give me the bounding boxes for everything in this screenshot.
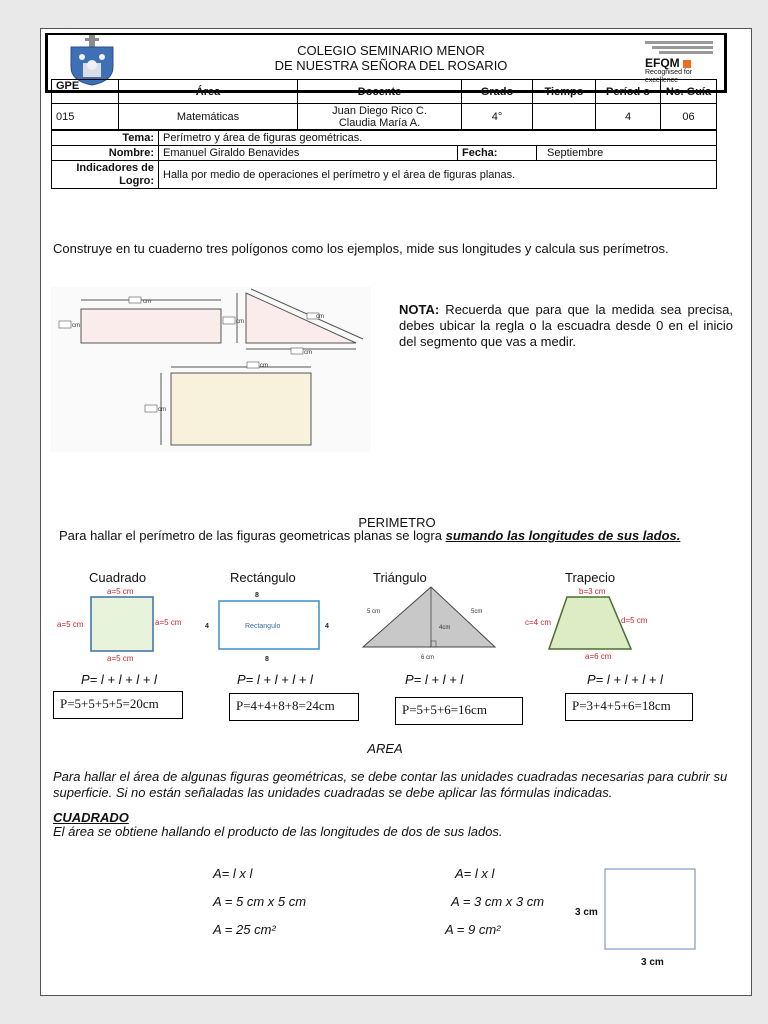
col-area: Área <box>119 80 298 104</box>
area-ex1-line2: A = 5 cm x 5 cm <box>213 894 307 909</box>
answer-box-cuadrado[interactable]: P=5+5+5+5=20cm <box>53 691 183 719</box>
cuadrado-title: CUADRADO <box>53 810 129 825</box>
fig1-top-cm: cm <box>143 299 151 305</box>
square-top-label: a=5 cm <box>107 587 134 596</box>
formula-rectangulo: P= l + l + l + l <box>237 672 313 687</box>
tema-value: Perímetro y área de figuras geométricas. <box>159 131 717 146</box>
indicadores-label: Indicadores de Logro: <box>52 161 159 189</box>
example-polygons-figure <box>51 287 371 452</box>
tri-height-label: 4cm <box>439 625 451 631</box>
area-ex1-line3: A = 25 cm² <box>213 922 276 937</box>
tema-label: Tema: <box>52 131 159 146</box>
rectangle-figure <box>201 587 336 663</box>
val-gpe: 015 <box>52 104 119 130</box>
efqm-logo-text: EFQM <box>645 56 680 70</box>
col-periodo: Períod o <box>596 80 661 104</box>
area-square-side-label: 3 cm <box>575 907 598 918</box>
val-periodo: 4 <box>596 104 661 130</box>
perimetro-intro <box>59 528 749 544</box>
area-ex1-line1: A= l x l <box>213 866 253 881</box>
val-docente-1: Juan Diego Rico C. <box>332 104 427 117</box>
formula-trapecio: P= l + l + l + l <box>587 672 663 687</box>
col-grado: Grado <box>462 80 533 104</box>
area-ex2-line1: A= l x l <box>455 866 495 881</box>
fig2-left-cm: cm <box>236 319 244 325</box>
val-area: Matemáticas <box>119 104 298 130</box>
shape-name-triangulo: Triángulo <box>373 570 427 585</box>
val-docente-2: Claudia María A. <box>338 116 421 129</box>
school-name-line1: COLEGIO SEMINARIO MENOR <box>297 43 485 58</box>
tri-bottom-label: 6 cm <box>421 655 435 661</box>
answer-box-triangulo[interactable]: P=5+5+6=16cm <box>395 697 523 725</box>
tri-right-label: 5cm <box>471 609 483 615</box>
info-table <box>51 79 717 130</box>
tri-left-label: 5 cm <box>367 609 381 615</box>
answer-box-trapecio[interactable]: P=3+4+5+6=18cm <box>565 693 693 721</box>
instruction-text: Construye en tu cuaderno tres polígonos como los ejemplos, mide sus longitudes y calcula sus perímetros. <box>53 241 669 256</box>
fecha-value: Septiembre <box>537 146 717 161</box>
col-docente: Docente <box>298 80 462 104</box>
val-docente <box>298 104 462 130</box>
rect-right-label: 4 <box>325 623 329 630</box>
area-intro: Para hallar el área de algunas figuras geométricas, se debe contar las unidades cuadradas necesarias para cubrir su superficie. Si no están señaladas las unidades cuadradas se debe aplicar las fórmulas indicadas. <box>53 769 728 800</box>
trap-top-label: b=3 cm <box>579 587 606 596</box>
document-page <box>40 28 752 996</box>
square-right-label: a=5 cm <box>155 618 182 627</box>
area-ex2-line3: A = 9 cm² <box>445 922 501 937</box>
school-name-line2: DE NUESTRA SEÑORA DEL ROSARIO <box>274 58 508 73</box>
shape-name-cuadrado: Cuadrado <box>89 570 147 585</box>
col-tiempo: Tiempo <box>533 80 596 104</box>
trapezoid-figure <box>521 585 691 661</box>
nombre-value: Emanuel Giraldo Benavides <box>159 146 458 161</box>
triangle-figure <box>359 585 499 665</box>
rect-left-label: 4 <box>205 623 209 630</box>
fig3-left-cm: cm <box>158 407 166 413</box>
trap-left-label: c=4 cm <box>525 618 552 627</box>
rect-top-label: 8 <box>255 592 259 599</box>
fig3-top-cm: cm <box>260 363 268 369</box>
perimetro-intro-text: Para hallar el perímetro de las figuras geometricas planas se logra <box>59 528 446 543</box>
efqm-logo-sub: Recognised for excellence <box>645 69 693 84</box>
formula-cuadrado: P= l + l + l + l <box>81 672 157 687</box>
col-gpe: GPE <box>52 80 119 104</box>
area-square-bottom-label: 3 cm <box>641 957 664 968</box>
answer-box-rectangulo[interactable]: P=4+4+8+8=24cm <box>229 693 359 721</box>
val-guia: 06 <box>661 104 717 130</box>
nombre-label: Nombre: <box>52 146 159 161</box>
val-grado: 4° <box>462 104 533 130</box>
formula-triangulo: P= l + l + l <box>405 672 464 687</box>
shape-name-rectangulo: Rectángulo <box>230 570 296 585</box>
col-guia: No. Guía <box>661 80 717 104</box>
cuadrado-desc: El área se obtiene hallando el producto de las longitudes de dos de sus lados. <box>53 824 503 839</box>
rect-inside-label: Rectangulo <box>245 623 281 630</box>
area-square-figure <box>571 865 701 973</box>
fig2-bottom-cm: cm <box>304 350 312 356</box>
square-left-label: a=5 cm <box>57 620 84 629</box>
fig2-hyp-cm: cm <box>316 314 324 320</box>
area-title: AREA <box>367 741 403 756</box>
perimetro-intro-emph: sumando las longitudes de sus lados. <box>445 528 681 543</box>
shape-name-trapecio: Trapecio <box>565 570 616 585</box>
area-ex2-line2: A = 3 cm x 3 cm <box>451 894 545 909</box>
val-tiempo <box>533 104 596 130</box>
perimetro-title: PERIMETRO <box>358 515 436 530</box>
trap-bottom-label: a=6 cm <box>585 652 612 661</box>
nota-text: Recuerda que para que la medida sea precisa, debes ubicar la regla o la escuadra desde 0 en el inicio del segmento que vas a medir. <box>399 302 733 349</box>
rect-bottom-label: 8 <box>265 656 269 663</box>
fig1-left-cm: cm <box>72 323 80 329</box>
school-name <box>201 43 581 73</box>
fecha-label: Fecha: <box>458 146 537 161</box>
info-table-details <box>51 130 717 189</box>
nota-label: NOTA: <box>399 302 440 317</box>
trap-right-label: d=5 cm <box>621 616 648 625</box>
square-bottom-label: a=5 cm <box>107 654 134 663</box>
indicadores-value: Halla por medio de operaciones el perímetro y el área de figuras planas. <box>159 161 717 189</box>
nota-block <box>399 302 733 350</box>
square-figure <box>55 585 195 663</box>
